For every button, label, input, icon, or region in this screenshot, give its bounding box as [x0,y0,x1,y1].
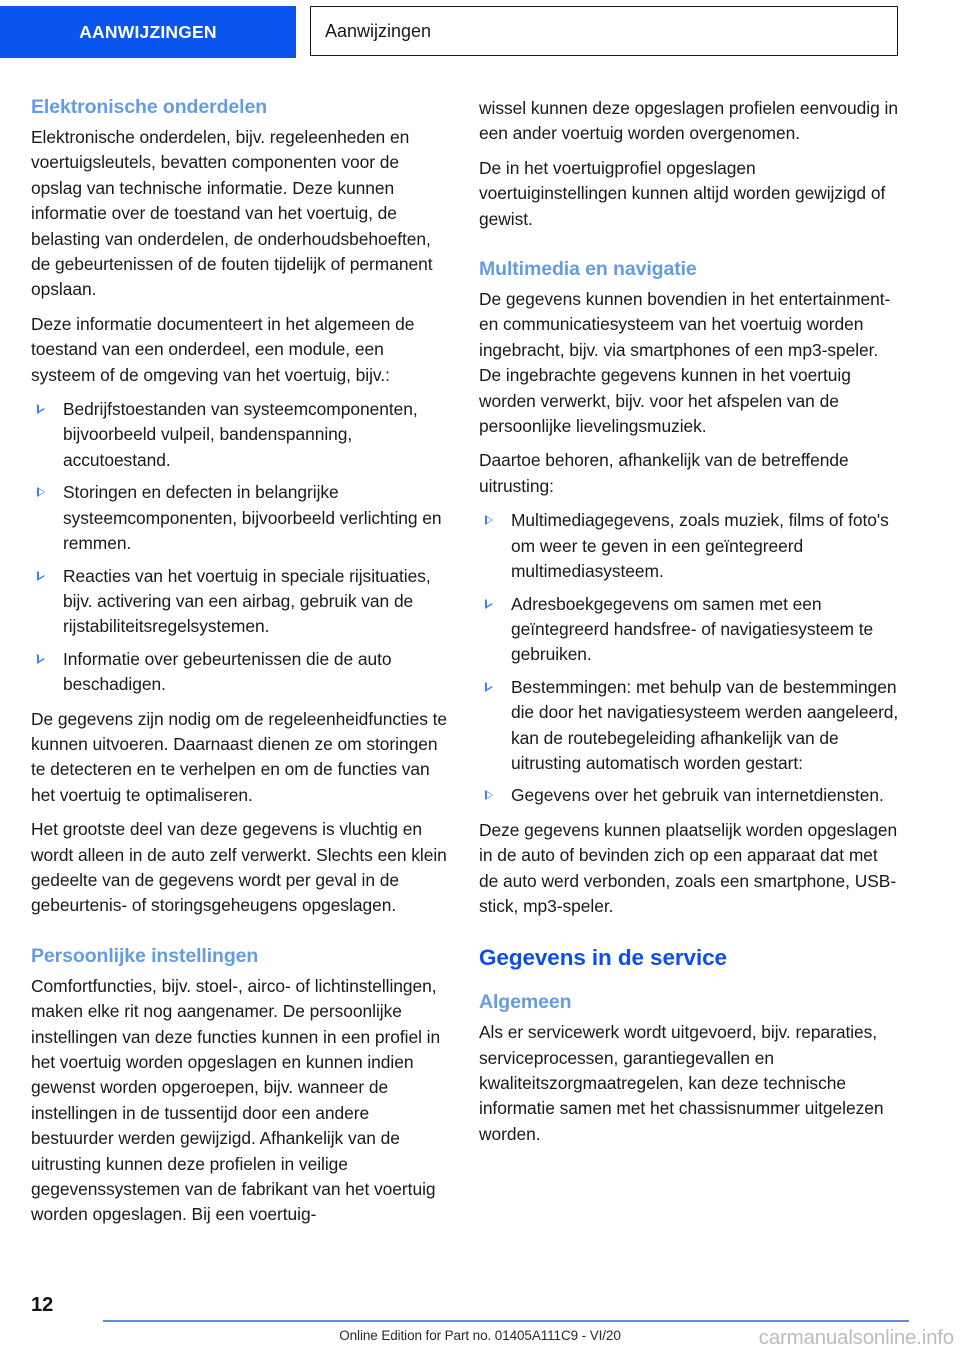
breadcrumb-label: Aanwijzingen [325,20,432,41]
list-item [31,397,451,473]
content-columns [0,96,960,1286]
list-item-label: Gegevens over het gebruik van internetdiensten. [511,785,884,806]
list-item-label: Bedrijfstoestanden van systeemcomponenten, bijvoorbeeld vulpeil, bandenspanning, accutoestand. [63,399,418,470]
triangle-bullet-icon [485,790,493,800]
triangle-bullet-icon [37,654,45,664]
left-column [31,96,451,1228]
paragraph: Deze informatie documenteert in het algemeen de toestand van een onderdeel, een module, een systeem of de omgeving van het voertuig, bijv.: [31,313,415,385]
triangle-bullet-icon [485,599,493,609]
list-item-label: Reacties van het voertuig in speciale rijsituaties, bijv. activering van een airbag, gebruik van de rijstabiliteitsregelsystemen. [63,565,431,637]
heading-multimedia-en-navigatie: Multimedia en navigatie [479,258,697,281]
list-item [479,508,899,584]
paragraph: Het grootste deel van deze gegevens is vluchtig en wordt alleen in de auto zelf verwerkt. Slechts een klein gedeelte van de gegevens wordt per geval in de gebeurtenis- of storingsgeheugens opgeslagen. [31,819,447,916]
bullet-list [479,508,899,808]
list-item [31,480,451,556]
paragraph: Deze gegevens kunnen plaatselijk worden opgeslagen in de auto of bevinden zich op een apparaat dat met de auto werd verbonden, zoals een smartphone, USB-stick, mp3-speler. [479,819,898,916]
list-item-label: Storingen en defecten in belangrijke systeemcomponenten, bijvoorbeeld verlichting en remmen. [63,482,442,554]
heading-persoonlijke-instellingen: Persoonlijke instellingen [31,944,259,967]
section-spacer [31,928,451,945]
bullet-list [31,397,451,697]
heading-algemeen: Algemeen [479,991,572,1014]
watermark: carmanualsonline.info [758,1326,954,1349]
paragraph: Als er servicewerk wordt uitgevoerd, bijv. reparaties, serviceprocessen, garantiegevallen en kwaliteitszorgmaatregelen, kan deze technische informatie samen met het chassisnummer uitgelezen worden. [479,1022,884,1144]
list-item-label: Bestemmingen: met behulp van de bestemmingen die door het navigatiesysteem werden aangeleerd, kan de routebegeleiding afhankelijk van de uitrusting automatisch worden gestart: [511,676,899,773]
triangle-bullet-icon [37,404,45,414]
triangle-bullet-icon [485,515,493,525]
list-item [479,675,899,777]
section-tab-label: AANWIJZINGEN [79,21,217,42]
list-item-label: Informatie over gebeurtenissen die de auto beschadigen. [63,648,392,695]
section-tab [0,6,296,58]
page-footer [0,1286,960,1362]
triangle-bullet-icon [485,682,493,692]
edition-text: Online Edition for Part no. 01405A111C9 - VI/20 [339,1328,621,1343]
page-number: 12 [31,1294,54,1316]
heading-gegevens-in-de-service: Gegevens in de service [479,945,727,971]
paragraph: Daartoe behoren, afhankelijk van de betreffende uitrusting: [479,450,849,496]
list-item-label: Multimediagegevens, zoals muziek, films of foto's om weer te geven in een geïntegreerd multimediasysteem. [511,510,889,582]
paragraph: De gegevens zijn nodig om de regeleenheidfuncties te kunnen uitvoeren. Daarnaast dienen ze om storingen te detecteren en te verhelpen en om de functies van het voertuig te optimaliseren. [31,708,448,805]
right-column [479,96,899,1147]
list-item [479,783,899,808]
list-item [31,647,451,698]
section-spacer [479,241,899,258]
paragraph: wissel kunnen deze opgeslagen profielen eenvoudig in een ander voertuig worden overgenomen. [479,98,898,144]
triangle-bullet-icon [37,571,45,581]
list-item [479,592,899,668]
heading-elektronische-onderdelen: Elektronische onderdelen [31,96,267,118]
paragraph: Comfortfuncties, bijv. stoel-, airco- of lichtinstellingen, maken elke rit nog aangenamer. De persoonlijke instellingen van deze functies kunnen in een profiel in het voertuig worden opgeslagen en kunnen indien gewenst worden opgeroepen, bijv. wanneer de instellingen in de tussentijd door een andere bestuurder werden gewijzigd. Afhankelijk van de uitrusting kunnen deze profielen in veilige gegevenssystemen van de fabrikant van het voertuig worden opgeslagen. Bij een voertuig- [31,975,441,1225]
paragraph: Elektronische onderdelen, bijv. regeleenheden en voertuigsleutels, bevatten componenten voor de opslag van technische informatie. Deze kunnen informatie over de toestand van het voertuig, de belasting van onderdelen, de onderhoudsbehoeften, de gebeurtenissen of de fouten tijdelijk of permanent opslaan. [31,127,433,300]
section-spacer [479,928,899,945]
breadcrumb [310,6,898,56]
page-header [0,6,900,58]
list-item [31,564,451,640]
list-item-label: Adresboekgegevens om samen met een geïntegreerd handsfree- of navigatiesysteem te gebruiken. [511,593,874,665]
footer-divider [103,1320,909,1322]
triangle-bullet-icon [37,487,45,497]
section-spacer [479,982,899,991]
paragraph: De in het voertuigprofiel opgeslagen voertuiginstellingen kunnen altijd worden gewijzigd of gewist. [479,157,886,229]
paragraph: De gegevens kunnen bovendien in het entertainment- en communicatiesysteem van het voertuig worden ingebracht, bijv. via smartphones of een mp3-speler. De ingebrachte gegevens kunnen in het voertuig worden verwerkt, bijv. voor het afspelen van de persoonlijke lievelingsmuziek. [479,289,891,437]
